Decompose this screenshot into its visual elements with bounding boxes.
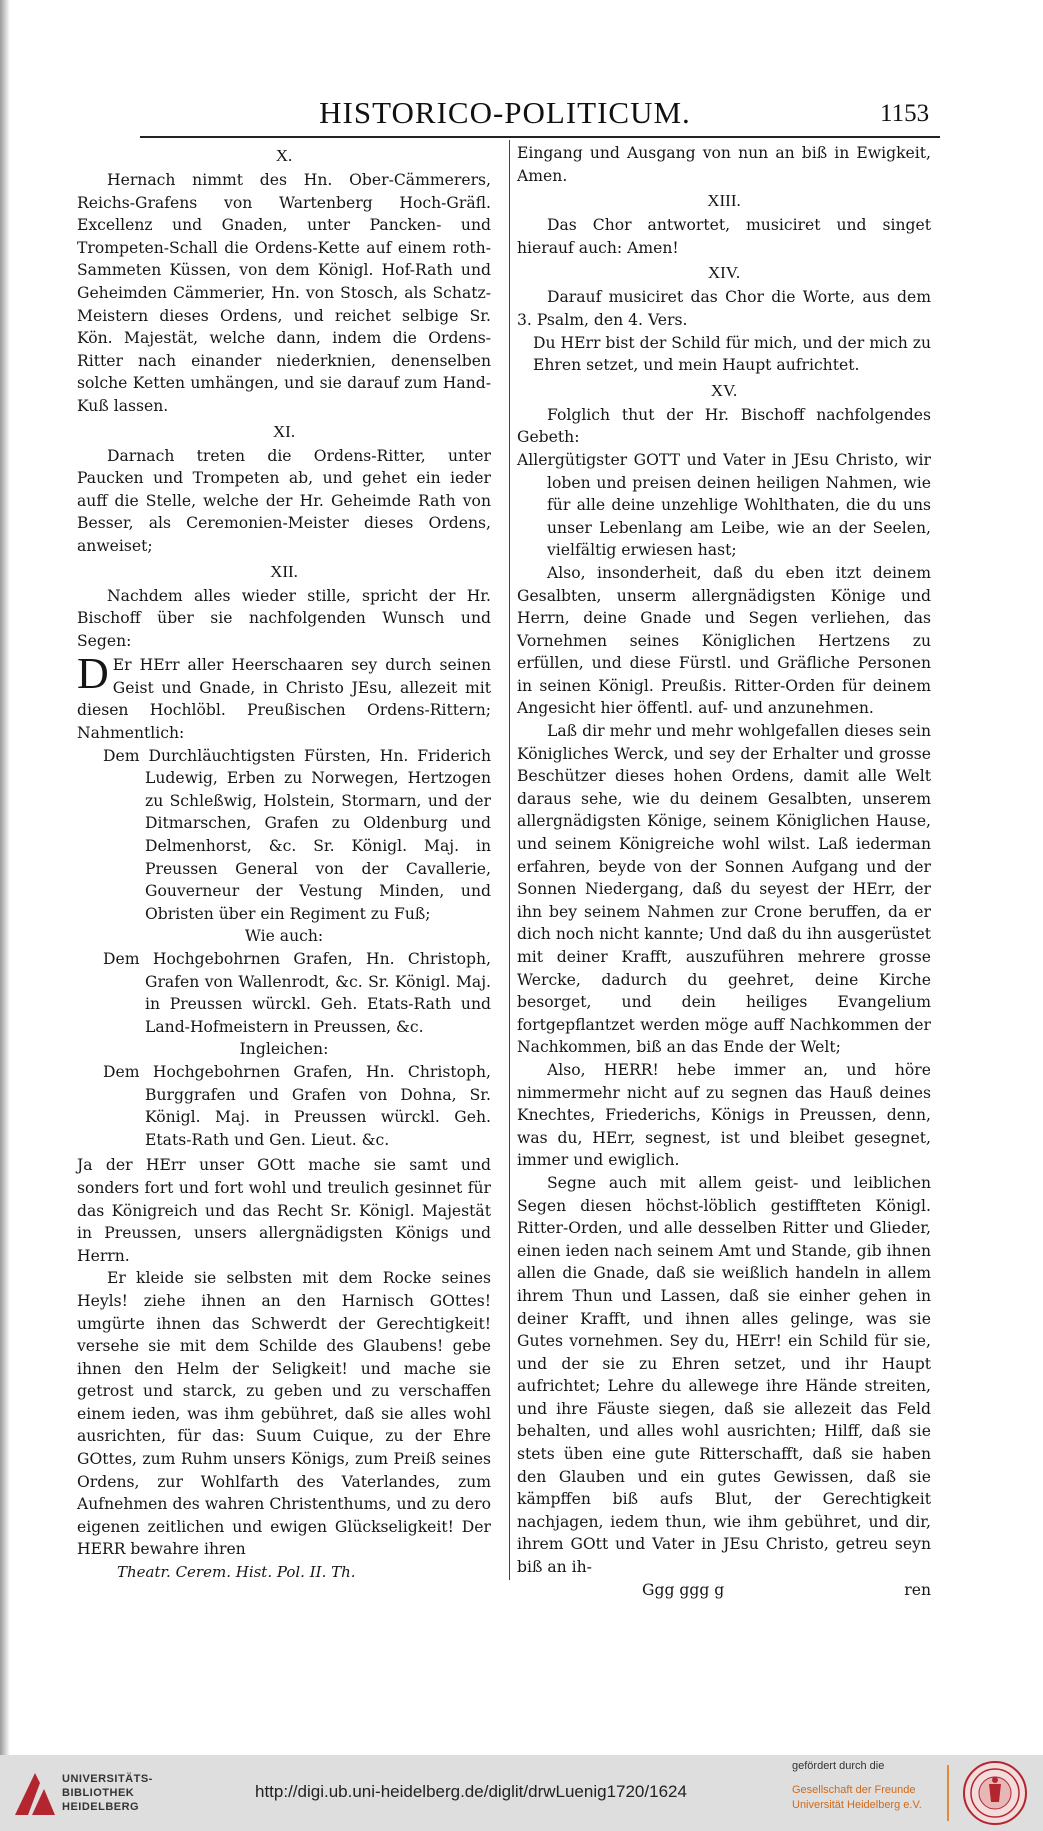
paragraph-ja: Ja der HErr unser GOtt mache sie samt und sonders fort und fort wohl und treulich gesinnet für das Königreich und das Recht Sr. Königl. Majestät in Preussen, unsers allergnädigsten Königs und Herrn.	[77, 1156, 491, 1265]
section-xiv-text: Darauf musiciret das Chor die Worte, aus dem 3. Psalm, den 4. Vers.	[517, 288, 931, 329]
signature-mark: Ggg ggg g	[642, 1580, 725, 1599]
volume-signature: Theatr. Cerem. Hist. Pol. II. Th.	[117, 1563, 356, 1582]
section-heading-xiii: XIII.	[707, 191, 741, 211]
page-number: 1153	[880, 100, 930, 127]
opening-line: Eingang und Ausgang von nun an biß in Ewigkeit, Amen.	[517, 144, 931, 185]
university-seal-icon	[962, 1760, 1028, 1826]
funded-by-label: gefördert durch die	[792, 1760, 885, 1772]
prayer-paragraph-2: Also, insonderheit, daß du eben itzt deinem Gesalbten, unserm allergnädigsten Könige und Herrn, deine Gnade und Segen verliehen, das Vornehmen seines Königlichen Hertzens zu erfüllen, und diese Fürstl. und Gräfliche Personen in seinen Königl. Preußis. Ritter-Orden für deinem Angesicht hier öffentl. auf- und anzunehmen.	[517, 563, 931, 718]
right-column	[517, 142, 931, 1601]
prayer-paragraph-3: Laß dir mehr und mehr wohlgefallen dieses sein Königliches Werck, und sey der Erhalter und grosse Beschützer dieses hohen Ordens, damit alle Welt daraus sehe, wie du deinem Gesalbten, unserem allergnädigsten Könige, seinem Königlichen Hause, und seinem Königreiche wohl wilst. Laß iederman erfahren, beyde von der Sonnen Aufgang und der Sonnen Niedergang, daß du seyest der HErr, der ihn bey seinem Nahmen zur Crone beruffen, da er dich noch nicht kannte; Und daß du ihn ausgerüstet mit deiner Krafft, auszuführen mehrere grosse Wercke, dadurch du geehret, deine Kirche besorget, und dein heiliges Evangelium fortgepflantzet werden möge auff Nachkommen der Nachkommen, biß an das Ende der Welt;	[517, 722, 931, 1057]
knight-entry-2: Dem Hochgebohrnen Grafen, Hn. Christoph, Grafen von Wallenrodt, &c. Sr. Königl. Maj. in Preussen würckl. Geh. Etats-Rath und Land-Hofmeistern in Preussen, &c.	[103, 950, 491, 1036]
paragraph-er: Er kleide sie selbsten mit dem Rocke seines Heyls! ziehe ihnen an den Harnisch GOttes! umgürte ihnen das Schwerdt der Gerechtigkeit! versehe sie mit dem Schilde des Glaubens! gebe ihnen den Helm der Seligkeit! und mache sie getrost und starck, zu geben und zu verschaffen einem ieden, was ihm gebühret, daß sie alles wohl ausrichten, für das: Suum Cuique, zu der Ehre GOttes, zum Ruhm unsers Königs, zum Preiß seines Ordens, zur Wohlfarth des Vaterlandes, zum Aufnehmen des wahren Christenthums, und zu dero eigenen zeitlichen und ewigen Glückseligkeit! Der HERR bewahre ihren	[77, 1269, 491, 1559]
section-heading-xiv: XIV.	[707, 263, 741, 283]
page-foot-line	[517, 1579, 931, 1601]
section-xi-text: Darnach treten die Ordens-Ritter, unter Paucken und Trompeten ab, und gehet ein ieder auff die Stelle, welche der Hr. Geheimde Rath von Besser, als Ceremonien-Meister dieses Ordens, anweiset;	[77, 446, 491, 555]
section-heading-xii: XII.	[270, 561, 298, 581]
library-name-line-2: BIBLIOTHEK	[62, 1787, 135, 1799]
left-column	[77, 142, 491, 1584]
library-name	[62, 1772, 153, 1814]
catchword: ren	[904, 1580, 931, 1599]
knight-entry-3: Dem Hochgebohrnen Grafen, Hn. Christoph, Burggrafen und Grafen von Dohna, Sr. Königl. Maj. in Preussen würckl. Geh. Etats-Rath und Gen. Lieut. &c.	[103, 1062, 491, 1149]
section-xv-text: Folglich thut der Hr. Bischoff nachfolgendes Gebeth:	[517, 405, 931, 447]
prayer-paragraph-1: Allergütigster GOTT und Vater in JEsu Christo, wir loben und preisen deinen heiligen Nahmen, wie für alle deine unzehlige Wohlthaten, die du uns unser Lebenlang am Leibe, wie an der Seelen, vielfältig erwiesen hast;	[517, 450, 931, 560]
society-name	[792, 1783, 922, 1813]
section-heading-x: X.	[275, 146, 293, 165]
society-line-2: Universität Heidelberg e.V.	[792, 1799, 922, 1811]
section-heading-xi: XI.	[272, 421, 296, 441]
wie-auch-label: Wie auch:	[244, 927, 324, 946]
knight-entry-1: Dem Durchläuchtigsten Fürsten, Hn. Friderich Ludewig, Erben zu Norwegen, Hertzogen zu Schleßwig, Holstein, Stormarn, und der Ditmarschen, Grafen zu Oldenburg und Delmenhorst, &c. Sr. Königl. Maj. in Preussen General von der Cavallerie, Gouverneur der Vestung Minden, und Obristen über ein Regiment zu Fuß;	[103, 746, 491, 923]
section-xiii-text: Das Chor antwortet, musiciret und singet hierauf auch: Amen!	[517, 216, 931, 257]
society-line-1: Gesellschaft der Freunde	[792, 1784, 916, 1796]
permalink-url[interactable]: http://digi.ub.uni-heidelberg.de/diglit/drwLuenig1720/1624	[255, 1782, 687, 1801]
section-x-text: Hernach nimmt des Hn. Ober-Cämmerers, Reichs-Grafens von Wartenberg Hoch-Gräfl. Excellenz und Gnaden, unter Pancken- und Trompeten-Schall die Ordens-Kette auf einem roth-Sammeten Küssen, von dem Königl. Hof-Rath und Geheimden Cämmerier, Hn. von Stosch, als Schatz-Meistern dieses Ordens, und reichet selbige Sr. Kön. Majestät, welche dann, indem die Ordens-Ritter nach einander niederknien, denenselben solche Ketten umhängen, und sie darauf zum Hand-Kuß lassen.	[77, 171, 491, 415]
digitization-footer	[0, 1755, 1043, 1831]
blessing-text	[77, 649, 491, 744]
drop-capital: D	[77, 649, 109, 699]
footer-divider	[947, 1765, 949, 1821]
prayer-paragraph-4: Also, HERR! hebe immer an, und höre nimmermehr nicht auf zu segnen das Hauß deines Knechtes, Friederichs, Königs in Preussen, denn, was du, HErr, segnest, ist und bleibet gesegnet, immer und ewiglich.	[517, 1060, 931, 1170]
library-logo-icon	[10, 1765, 60, 1820]
running-title: HISTORICO-POLITICUM.	[319, 95, 691, 130]
blessing-body: Er HErr aller Heerschaaren sey durch seinen Geist und Gnade, in Christo JEsu, allezeit mit diesen Hochlöbl. Preußischen Ordens-Rittern; Nahmentlich:	[77, 656, 491, 743]
section-heading-xv: XV.	[710, 380, 738, 400]
ingleichen-label: Ingleichen:	[239, 1040, 329, 1059]
psalm-verse: Du HErr bist der Schild für mich, und der mich zu Ehren setzet, und mein Haupt aufrichtet.	[533, 333, 931, 375]
page-edge-shadow	[0, 0, 10, 1755]
column-divider	[509, 140, 510, 1580]
library-name-line-3: HEIDELBERG	[62, 1801, 140, 1813]
section-xii-text: Nachdem alles wieder stille, spricht der Hr. Bischoff über sie nachfolgenden Wunsch und Segen:	[77, 586, 491, 650]
library-name-line-1: UNIVERSITÄTS-	[62, 1773, 153, 1785]
prayer-paragraph-5: Segne auch mit allem geist- und leiblichen Segen diesen höchst-löblich gestiffteten Königl. Ritter-Orden, und alle desselben Ritter und Glieder, einen ieden nach seinem Amt und Stande, gib ihnen allen die Gnade, daß sie weißlich handeln in allem ihrem Thun und Lassen, daß sie einher gehen in deiner Krafft, und ihnen alles gelinge, was sie Gutes vornehmen. Sey du, HErr! ein Schild für sie, und der sie zu Ehren setzet, und ihr Haupt aufrichtet; Lehre du allewege ihre Hände streiten, und ihre Fäuste siegen, daß sie allezeit das Feld behalten, und alles wohl ausrichten; Hilff, daß sie stets üben eine gute Ritterschafft, daß sie haben den Glauben und ein gutes Gewissen, daß sie kämpffen biß aufs Blut, der Gerechtigkeit nachjagen, iedem thun, wie ihm gebühret, und dir, ihrem GOtt und Vater in JEsu Christo, getreu seyn biß an ih-	[517, 1173, 931, 1577]
header-rule	[140, 136, 940, 138]
